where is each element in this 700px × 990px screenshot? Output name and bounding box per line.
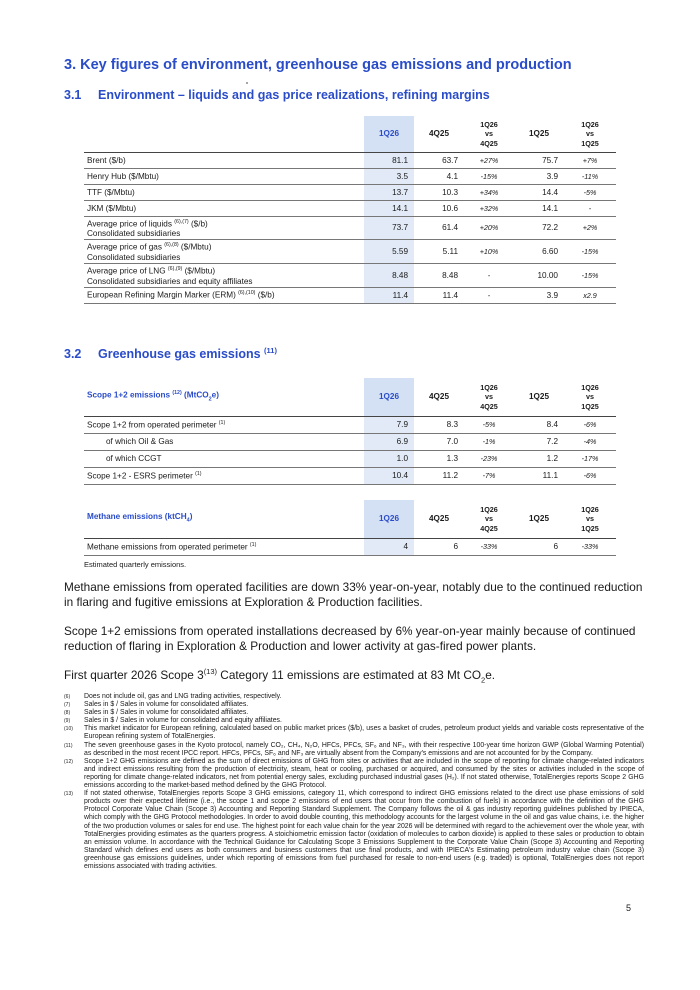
table-row	[84, 200, 616, 216]
subsection-number: 3.2	[64, 347, 82, 362]
footnote-text: Sales in $ / Sales in volume for consolidated affiliates.	[84, 701, 249, 709]
table-row	[84, 263, 616, 287]
row-label-text: TTF ($/Mbtu)	[87, 187, 135, 197]
value-cell: 72.2	[514, 216, 564, 240]
price-realizations-table	[84, 116, 616, 304]
footnote-marker: (12)	[64, 758, 73, 765]
value-cell: 1.0	[364, 450, 414, 467]
table-label-header: Scope 1+2 emissions $^{(12)}$ (MtCO$_2$e)	[87, 389, 219, 403]
variation-cell: x2.9	[564, 287, 616, 303]
row-label-text: Average price of gas	[87, 242, 162, 252]
row-label	[84, 450, 364, 467]
col-header: 4Q25	[428, 514, 450, 523]
row-label	[84, 416, 364, 433]
variation-cell: -15%	[464, 168, 514, 184]
footnote-item	[64, 701, 644, 709]
value-cell: 73.7	[364, 216, 414, 240]
footnote-text: Sales in $ / Sales in volume for consolidated affiliates.	[84, 709, 249, 717]
footnote-ref: (6),(9)	[167, 265, 183, 272]
col-header: 1Q26 vs 1Q25	[581, 382, 599, 411]
table-row	[84, 152, 616, 168]
footnote-marker: (6)	[64, 694, 71, 700]
col-header: 1Q26 vs 4Q25	[480, 504, 498, 533]
row-label-text: Average price of liquids	[87, 219, 172, 229]
row-unit: ($/Mbtu)	[178, 242, 212, 252]
value-cell: 4.1	[414, 168, 464, 184]
table-row	[84, 287, 616, 303]
footnote-item	[64, 717, 644, 725]
footnote-item	[64, 790, 644, 871]
footnote-text: The seven greenhouse gases in the Kyoto protocol, namely CO₂, CH₄, N₂O, HFCs, PFCs, SF₆ and NF₃, with their respective 100-year time horizon GWP (Global Warming Potential) as described in the most recent IPCC report. HFCs, PFCs, SF₆ and NF₃ are virtually absent from the Company's emissions and are not accounted for by the Company.	[84, 741, 644, 757]
value-cell: 3.9	[514, 287, 564, 303]
section-title: 3. Key figures of environment, greenhouse gas emissions and production	[64, 57, 572, 73]
variation-cell: +2%	[564, 216, 616, 240]
row-label	[84, 168, 364, 184]
row-sublabel: Consolidated subsidiaries	[87, 229, 181, 239]
value-cell: 6.60	[514, 240, 564, 264]
row-label	[84, 200, 364, 216]
row-label-text: Scope 1+2 - ESRS perimeter	[87, 471, 193, 481]
value-cell: 11.4	[414, 287, 464, 303]
value-cell: 6	[514, 538, 564, 555]
footnote-item	[64, 725, 644, 741]
value-cell: 7.9	[364, 416, 414, 433]
row-label-text: Henry Hub ($/Mbtu)	[87, 171, 159, 181]
row-label-text: JKM ($/Mbtu)	[87, 203, 137, 213]
footnotes	[64, 693, 644, 871]
variation-cell: -	[464, 287, 514, 303]
variation-cell: -1%	[464, 433, 514, 450]
variation-cell: -33%	[464, 538, 514, 555]
value-cell: 10.3	[414, 184, 464, 200]
row-label	[84, 216, 364, 240]
value-cell: 10.00	[514, 263, 564, 287]
footnote-ref: (6),(7)	[174, 218, 189, 225]
value-cell: 10.6	[414, 200, 464, 216]
footnote-text: If not stated otherwise, TotalEnergies reports Scope 3 GHG emissions, category 11, which correspond to indirect GHG emissions related to the direct use phase emissions of sold products over their expected lifetime (i.e., the scope 1 and scope 2 emissions of end users that occur from the combustion of fuels) in accordance with the definition of the GHG Protocol Corporate Value Chain (Scope 3) Accounting and Reporting Standard Supplement. The Company follows the oil & gas industry reporting guidelines published by IPIECA, which comply with the GHG Protocol methodologies. In order to avoid double counting, this methodology accounts for the largest volume in the oil and gas value chains, i.e. the higher of the two production volumes or sales for end use. The highest point for each value chain for the year 2026 will be determined with regard to the achievement over the whole year, with TotalEnergies providing estimates as the quarters progress. A stoichiometric emission factor (oxidation of molecules to carbon dioxide) is applied to these sales or production to obtain an emission volume. In accordance with the Technical Guidance for Calculating Scope 3 Emissions Supplement to the Corporate Value Chain (Scope 3) Accounting and Reporting Standard which defines end users as both consumers and business customers that use final products, and with IPIECA's Estimating petroleum industry value chain (Scope 3) greenhouse gas emissions guidelines, under which reporting of emissions from fuel purchased for resale to non-end users (e.g. traded) is optional, TotalEnergies does not report emissions associated with trading activities.	[84, 790, 644, 870]
footnote-text: Sales in $ / Sales in volume for consolidated and equity affiliates.	[84, 717, 282, 725]
value-cell: 5.59	[364, 240, 414, 264]
variation-cell: -6%	[564, 416, 616, 433]
footnote-marker: (13)	[64, 791, 73, 798]
variation-cell: +34%	[464, 184, 514, 200]
variation-cell: -7%	[464, 467, 514, 484]
table-row	[84, 168, 616, 184]
value-cell: 11.1	[514, 467, 564, 484]
table-row	[84, 450, 616, 467]
col-header: 1Q25	[528, 129, 550, 138]
variation-cell: -33%	[564, 538, 616, 555]
table-row	[84, 216, 616, 240]
row-unit: ($/b)	[255, 291, 275, 301]
col-header: 4Q25	[428, 392, 450, 401]
value-cell: 63.7	[414, 152, 464, 168]
paragraph-methane: Methane emissions from operated facilities are down 33% year-on-year, notably due to the continued reduction in flaring and fugitive emissions at Exploration & Production facilities.	[64, 580, 643, 609]
value-cell: 3.9	[514, 168, 564, 184]
methane-emissions-table	[84, 500, 616, 556]
value-cell: 8.48	[364, 263, 414, 287]
page-number: 5	[626, 903, 632, 913]
col-header: 1Q26 vs 4Q25	[480, 382, 498, 411]
value-cell: 8.3	[414, 416, 464, 433]
row-label	[84, 538, 364, 555]
value-cell: 7.2	[514, 433, 564, 450]
col-header: 1Q26	[364, 500, 414, 538]
ghg-emissions-table	[84, 378, 616, 485]
variation-cell: -4%	[564, 433, 616, 450]
variation-cell: -15%	[564, 240, 616, 264]
row-label-text: Methane emissions from operated perimeter	[87, 542, 248, 552]
row-label-text: European Refining Margin Marker (ERM)	[87, 291, 236, 301]
table-corner	[84, 116, 364, 152]
footnote-text: This market indicator for European refining, calculated based on public market prices ($/b), uses a basket of crudes, petroleum product yields and variable costs representative of the European refining system of TotalEnergies.	[84, 725, 644, 741]
row-label	[84, 240, 364, 264]
row-label	[84, 184, 364, 200]
variation-cell: -5%	[464, 416, 514, 433]
col-header: 1Q26 vs 1Q25	[581, 119, 599, 148]
subsection-text: Greenhouse gas emissions	[98, 347, 261, 362]
col-header: 1Q26 vs 4Q25	[480, 119, 498, 148]
variation-cell: -15%	[564, 263, 616, 287]
value-cell: 8.4	[514, 416, 564, 433]
footnote-ref: (6),(8)	[164, 242, 179, 249]
variation-cell: -17%	[564, 450, 616, 467]
row-label	[84, 467, 364, 484]
estimated-note: Estimated quarterly emissions.	[84, 560, 187, 569]
table-label-header: Methane emissions (ktCH$_4$)	[87, 511, 193, 524]
footnote-ref: (1)	[249, 541, 257, 548]
variation-cell: -11%	[564, 168, 616, 184]
variation-cell: +27%	[464, 152, 514, 168]
row-label	[84, 152, 364, 168]
value-cell: 1.3	[414, 450, 464, 467]
value-cell: 11.4	[364, 287, 414, 303]
value-cell: 7.0	[414, 433, 464, 450]
variation-cell: +10%	[464, 240, 514, 264]
col-header: 1Q25	[528, 514, 550, 523]
row-label	[84, 263, 364, 287]
value-cell: 13.7	[364, 184, 414, 200]
col-header: 1Q26	[364, 116, 414, 152]
table-row	[84, 416, 616, 433]
footnote-marker: (8)	[64, 710, 71, 717]
paragraph-scope3: First quarter 2026 Scope 3$^{(13)}$ Category 11 emissions are estimated at 83 Mt $CO_2e$.	[64, 667, 496, 685]
table-row	[84, 240, 616, 264]
variation-cell: +7%	[564, 152, 616, 168]
footnote-marker: (9)	[64, 718, 71, 725]
table-row	[84, 467, 616, 484]
row-label	[84, 433, 364, 450]
value-cell: 5.11	[414, 240, 464, 264]
footnote-item	[64, 709, 644, 717]
row-sublabel: Consolidated subsidiaries and equity affiliates	[87, 276, 253, 286]
row-label-text: Brent ($/b)	[87, 155, 126, 165]
footnote-item	[64, 693, 644, 701]
footnote-marker: (11)	[64, 742, 73, 749]
col-header: 1Q25	[528, 392, 550, 401]
stray-dot	[246, 82, 248, 84]
row-label-text: Scope 1+2 from operated perimeter	[87, 420, 217, 430]
variation-cell: -5%	[564, 184, 616, 200]
subsection-title-3-2	[64, 346, 277, 361]
paragraph-scope12: Scope 1+2 emissions from operated installations decreased by 6% year-on-year mainly because of continued reduction of flaring in Exploration & Production and lower activity at gas-fired power plants.	[64, 624, 636, 653]
col-header: 1Q26 vs 1Q25	[581, 504, 599, 533]
row-sublabel: Consolidated subsidiaries	[87, 252, 181, 262]
variation-cell: -	[564, 200, 616, 216]
footnote-ref: (1)	[218, 419, 226, 426]
footnote-marker: (10)	[64, 726, 73, 733]
footnote-item	[64, 758, 644, 790]
value-cell: 11.2	[414, 467, 464, 484]
footnote-ref: (11)	[264, 346, 277, 355]
table-row	[84, 538, 616, 555]
row-label-text: Average price of LNG	[87, 266, 166, 276]
variation-cell: -23%	[464, 450, 514, 467]
value-cell: 10.4	[364, 467, 414, 484]
value-cell: 8.48	[414, 263, 464, 287]
value-cell: 14.4	[514, 184, 564, 200]
col-header: 1Q26	[364, 378, 414, 416]
variation-cell: -	[464, 263, 514, 287]
value-cell: 61.4	[414, 216, 464, 240]
footnote-marker: (7)	[64, 702, 71, 709]
value-cell: 75.7	[514, 152, 564, 168]
value-cell: 81.1	[364, 152, 414, 168]
col-header: 4Q25	[428, 129, 450, 138]
value-cell: 6	[414, 538, 464, 555]
variation-cell: +20%	[464, 216, 514, 240]
row-unit: ($/Mbtu)	[182, 266, 216, 276]
footnote-ref: (1)	[195, 470, 202, 477]
subsection-title-3-1	[64, 88, 490, 102]
value-cell: 4	[364, 538, 414, 555]
footnote-item	[64, 742, 644, 758]
table-row	[84, 433, 616, 450]
footnote-ref: (6),(10)	[238, 290, 256, 297]
value-cell: 14.1	[364, 200, 414, 216]
value-cell: 1.2	[514, 450, 564, 467]
row-label-text: of which Oil & Gas	[106, 437, 174, 446]
subsection-number: 3.1	[64, 88, 82, 102]
footnote-text: Does not include oil, gas and LNG trading activities, respectively.	[84, 693, 282, 700]
value-cell: 6.9	[364, 433, 414, 450]
table-row	[84, 184, 616, 200]
row-label-text: of which CCGT	[106, 454, 162, 463]
footnote-text: Scope 1+2 GHG emissions are defined as the sum of direct emissions of GHG from sites or activities that are included in the scope of reporting for climate change-related indicators and indirect emissions resulting from the production of electricity, steam, heat or cooling, purchased or acquired, and consumed by the sites or activities included in the scope of reporting for climate change-related indicators, net from potential energy sales, excluding purchased industrial gases (H₂). If not stated otherwise, TotalEnergies reports Scope 2 GHG emissions according to the market-based method defined by the GHG Protocol.	[84, 757, 644, 790]
variation-cell: +32%	[464, 200, 514, 216]
variation-cell: -6%	[564, 467, 616, 484]
value-cell: 14.1	[514, 200, 564, 216]
row-unit: ($/b)	[188, 219, 208, 229]
value-cell: 3.5	[364, 168, 414, 184]
row-label	[84, 287, 364, 303]
subsection-text: Environment – liquids and gas price realizations, refining margins	[98, 88, 490, 102]
